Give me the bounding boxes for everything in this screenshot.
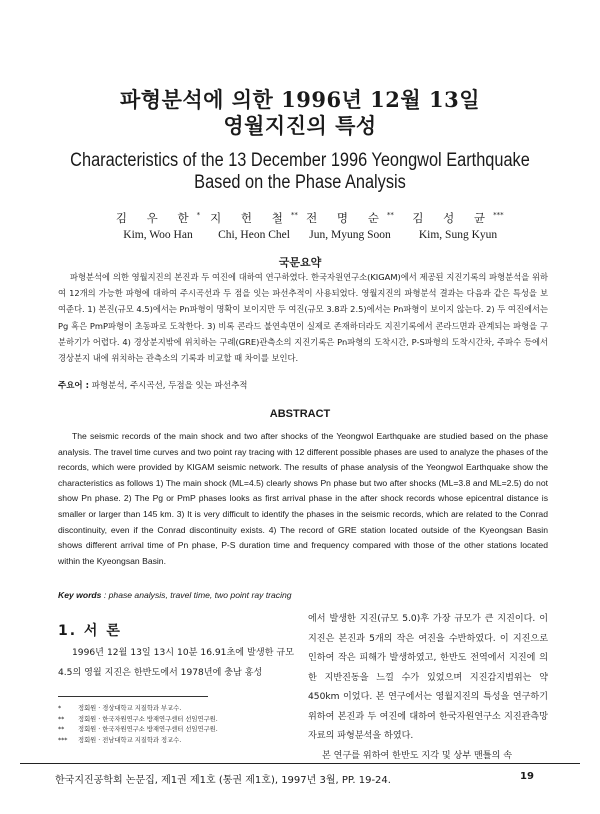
korean-abstract-heading: 국문요약 xyxy=(278,256,322,269)
footnote-4-text: 정회원 · 전남대학교 지질학과 정교수. xyxy=(78,736,182,744)
footnote-3-text: 정회원 · 한국자원연구소 방재연구센터 선임연구원. xyxy=(78,726,218,733)
author-2-name-en: Chi, Heon Chel xyxy=(218,229,290,241)
page-number: 19 xyxy=(520,771,534,782)
english-keywords xyxy=(58,590,548,600)
introduction-heading: 1. 서 론 xyxy=(58,623,122,639)
footnote-2 xyxy=(58,715,218,726)
introduction-right-paragraph-2: 본 연구를 위하여 한반도 지각 및 상부 맨틀의 속 xyxy=(322,750,513,761)
title-korean-line2: 영월지진의 특성 xyxy=(223,113,377,138)
footnote-divider xyxy=(58,696,208,697)
title-korean-line1: 파형분석에 의한 1996년 12월 13일 xyxy=(120,87,480,112)
english-keywords-label: Key words xyxy=(58,590,102,600)
introduction-left-column: 1996년 12월 13일 13시 10분 16.91초에 발생한 규모 4.5의 영월 지진은 한반도에서 1978년에 충남 홍성 xyxy=(58,648,294,678)
author-4-name-ko: 김 성 균 xyxy=(412,211,494,225)
korean-abstract-body: 파형분석에 의한 영월지진의 본진과 두 여진에 대하여 연구하였다. 한국자원연구소(KIGAM)에서 제공된 지진기록의 파형분석을 위하여 12개의 가능한 파형에 대하여 주시곡선과 두 점을 잇는 파선추적이 사용되었다. 영월지진의 파형분석 결과는 다음과 같은 특성을 보여준다. 1) 본진(규모 4.5)에서는 Pn파형이 명확이 보이지만 두 여진(규모 3.8과 2.5)에서는 Pn파형이 보이지 않는다. 2) 두 여진에서는 Pg 혹은 PmP파형이 초동파로 도착한다. 3) 비록 콘라드 불연속면이 실제로 존재하더라도 지진기록에서 콘라드면과 관계되는 파형을 구분하기가 어렵다. 4) 경상분지밖에 위치하는 구례(GRE)관측소의 지진기록은 Pn파형의 도착시간, P-S파형의 도착시간차, 주파수 등에서 경상분지 내에 위치하는 관측소의 기록과 비교할 때 차이를 보인다. xyxy=(58,272,548,364)
author-4 xyxy=(398,210,518,241)
introduction-right-column xyxy=(308,610,548,766)
korean-keywords xyxy=(58,379,548,391)
author-1-name-ko: 김 우 한 xyxy=(115,211,197,225)
author-3-mark: ** xyxy=(386,211,394,220)
journal-citation-footer: 한국지진공학회 논문집, 제1권 제1호 (통권 제1호), 1997년 3월, PP. 19-24. xyxy=(55,775,391,786)
footnote-3 xyxy=(58,725,218,736)
footer-rule xyxy=(20,763,580,764)
author-3 xyxy=(290,210,410,241)
footnote-1-mark: * xyxy=(58,705,62,712)
title-english-line1: Characteristics of the 13 December 1996 Yeongwol Earthquake xyxy=(70,150,530,171)
author-1-name-en: Kim, Woo Han xyxy=(123,229,193,241)
footnote-1 xyxy=(58,704,218,715)
english-abstract-body: The seismic records of the main shock and two after shocks of the Yeongwol Earthquake are studied based on the phase analysis. The travel time curves and two point ray tracing with 12 different possible phases are used to analyze the phases of the records, which were provided by KIGAM seismic network. The results of phase analysis of the Yeongwol Earthquake show the characteristics as follows 1) The main shock (ML=4.5) clearly shows Pn phase but two after shocks (ML=3.8 and ML=2.5) do not show Pn phase. 2) The Pg or PmP phases looks as first arrival phase in the after shock records whose epicentral distance is smaller or larger than 145 km. 3) It is very difficult to identify the phases in the seismic records, which are related to the Conrad discontinuity, even if the Conrad discontinuity exists. 4) The record of GRE station located outside of the Kyeongsan Basin shows different arrival time of Pn phase, P-S duration time and frequency compared with those of the other stations located within the Kyeongsan Basin. xyxy=(58,431,548,566)
korean-keywords-text: 파형분석, 주시곡선, 두점을 잇는 파선추적 xyxy=(91,381,248,391)
korean-keywords-label: 주요어 : xyxy=(58,381,89,391)
author-2-name-ko: 지 헌 철 xyxy=(210,211,291,225)
footnote-3-mark: ** xyxy=(58,726,65,733)
author-2-mark: ** xyxy=(290,211,298,220)
author-3-name-en: Jun, Myung Soon xyxy=(309,229,391,241)
footnote-4 xyxy=(58,736,218,747)
introduction-right-paragraph-1: 에서 발생한 지진(규모 5.0)후 가장 규모가 큰 지진이다. 이 지진은 본진과 5개의 작은 여진을 수반하였다. 이 지진으로 인하여 작은 피해가 발생하였고, 한반도 전역에서 지진에 의한 지반진동을 느낄 수가 있었으며 지진감지범위는 약 450km 이었다. 본 연구에서는 영월지진의 특성을 연구하기 위하여 본진과 두 여진에 대하여 한국자원연구소 지진관측망 자료의 파형분석을 하였다. xyxy=(308,614,548,741)
footnote-1-text: 정회원 · 경상대학교 지질학과 부교수. xyxy=(78,705,182,712)
author-4-mark: *** xyxy=(493,211,504,220)
author-3-name-ko: 전 명 순 xyxy=(306,211,387,225)
title-english-line2: Based on the Phase Analysis xyxy=(194,172,406,193)
footnote-4-mark: *** xyxy=(58,736,68,744)
english-abstract-heading: ABSTRACT xyxy=(269,408,331,420)
footnote-2-mark: ** xyxy=(58,715,65,723)
author-4-name-en: Kim, Sung Kyun xyxy=(418,229,498,241)
footnote-2-text: 정회원 · 한국자원연구소 방재연구센터 선임연구원. xyxy=(78,715,218,723)
footnotes xyxy=(58,704,218,746)
english-keywords-text: : phase analysis, travel time, two point ray tracing xyxy=(103,590,292,600)
author-1-mark: * xyxy=(196,211,201,220)
